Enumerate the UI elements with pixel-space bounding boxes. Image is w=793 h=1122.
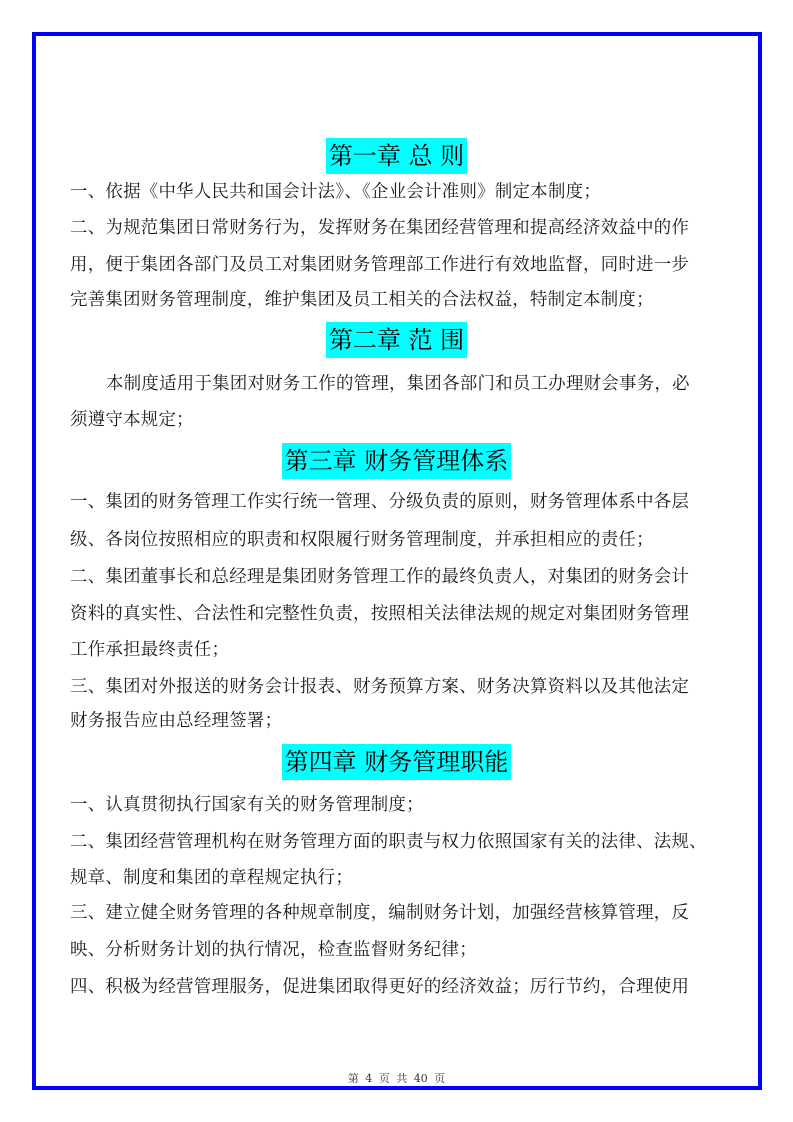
chapter-1-line-2: 二、为规范集团日常财务行为，发挥财务在集团经营管理和提高经济效益中的作: [70, 218, 690, 238]
chapter-3-line-1: 一、集团的财务管理工作实行统一管理、分级负责的原则，财务管理体系中各层: [70, 492, 690, 512]
chapter-4-line-5: 映、分析财务计划的执行情况，检查监督财务纪律；: [70, 940, 477, 960]
chapter-3-line-5: 工作承担最终责任；: [70, 640, 230, 660]
chapter-4-line-4: 三、建立健全财务管理的各种规章制度，编制财务计划，加强经营核算管理，反: [70, 903, 690, 923]
page-number-footer: 第 4 页 共 40 页: [347, 1072, 446, 1085]
chapter-2-heading: [0, 322, 793, 358]
chapter-1-line-1: 一、依据《中华人民共和国会计法》、《企业会计准则》制定本制度；: [70, 182, 602, 202]
chapter-4-heading: [0, 744, 793, 780]
chapter-4-line-6: 四、积极为经营管理服务，促进集团取得更好的经济效益；厉行节约，合理使用: [70, 977, 690, 997]
chapter-1-line-3: 用，便于集团各部门及员工对集团财务管理部工作进行有效地监督，同时进一步: [70, 255, 690, 275]
chapter-3-line-2: 级、各岗位按照相应的职责和权限履行财务管理制度，并承担相应的责任；: [70, 530, 654, 550]
chapter-2-line-1: 本制度适用于集团对财务工作的管理，集团各部门和员工办理财会事务，必: [106, 374, 690, 394]
chapter-3-title: 第三章 财务管理体系: [282, 443, 512, 479]
chapter-1-heading: [0, 138, 793, 174]
chapter-2-line-2: 须遵守本规定；: [70, 410, 194, 430]
chapter-1-line-4: 完善集团财务管理制度，维护集团及员工相关的合法权益，特制定本制度；: [70, 290, 654, 310]
chapter-3-line-7: 财务报告应由总经理签署；: [70, 711, 283, 731]
chapter-4-line-3: 规章、制度和集团的章程规定执行；: [70, 868, 354, 888]
chapter-3-line-4: 资料的真实性、合法性和完整性负责，按照相关法律法规的规定对集团财务管理: [70, 604, 690, 624]
chapter-2-title: 第二章 范 围: [326, 322, 467, 358]
chapter-3-heading: [0, 443, 793, 479]
chapter-4-title: 第四章 财务管理职能: [282, 744, 512, 780]
chapter-1-title: 第一章 总 则: [326, 138, 467, 174]
chapter-3-line-3: 二、集团董事长和总经理是集团财务管理工作的最终负责人，对集团的财务会计: [70, 567, 690, 587]
chapter-4-line-1: 一、认真贯彻执行国家有关的财务管理制度；: [70, 795, 424, 815]
chapter-3-line-6: 三、集团对外报送的财务会计报表、财务预算方案、财务决算资料以及其他法定: [70, 677, 690, 697]
chapter-4-line-2: 二、集团经营管理机构在财务管理方面的职责与权力依照国家有关的法律、法规、: [70, 832, 707, 852]
